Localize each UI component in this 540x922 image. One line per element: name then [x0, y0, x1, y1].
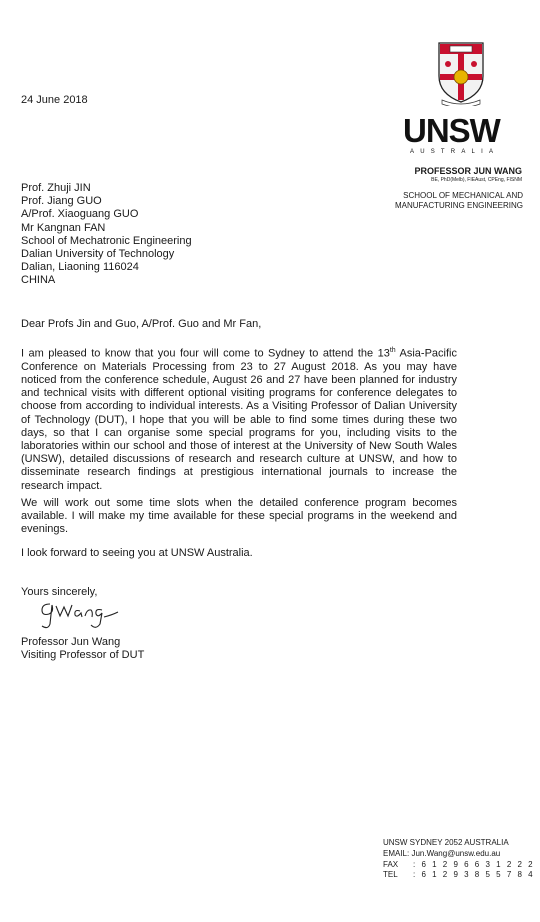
p1-superscript: th — [389, 347, 396, 354]
p1-text-b: Asia-Pacific Conference on Materials Processing from 23 to 27 August 2018. As you may have noticed from the conference schedule, August 26 and 27 have been planned for industry and technical visits with different optional visiting programs for conference delegates to choose from according to individual interests. As a Visiting Professor of Dalian University of Technology (DUT), I hope that you will be able to find some times during these two days, so that I can organise some special programs for you, including visits to the laboratories within our school and those of interest at the University of New South Wales (UNSW), detailed discussions of research and research culture at UNSW, and how to disseminate research findings at prestigious international journals to increase the research impact. — [21, 347, 457, 492]
addressee-line: Prof. Zhuji JIN — [21, 182, 91, 194]
contact-tel-row — [383, 870, 535, 881]
addressee-line: A/Prof. Xiaoguang GUO — [21, 208, 139, 221]
body-paragraph-3: I look forward to seeing you at UNSW Australia. — [21, 547, 253, 559]
signoff-title: Visiting Professor of DUT — [21, 649, 145, 661]
sender-name: PROFESSOR JUN WANG — [414, 166, 522, 176]
salutation: Dear Profs Jin and Guo, A/Prof. Guo and Mr Fan, — [21, 318, 262, 330]
addressee-line: Prof. Jiang GUO — [21, 195, 102, 208]
letter-date: 24 June 2018 — [21, 94, 88, 106]
unsw-crest-icon — [436, 40, 486, 106]
sender-qualifications: BE, PhD(Melb), FIEAust, CPEng, FISNM — [431, 177, 522, 183]
contact-fax-row — [383, 860, 535, 871]
addressee-line: CHINA — [21, 274, 56, 287]
closing: Yours sincerely, — [21, 586, 98, 598]
email-label: EMAIL: — [383, 848, 410, 858]
addressee-line: Dalian University of Technology — [21, 247, 175, 260]
p1-text-a: I am pleased to know that you four will come to Sydney to attend the 13 — [21, 347, 390, 360]
contact-block — [383, 838, 535, 881]
sender-school — [395, 191, 523, 211]
addressee-block — [21, 182, 192, 288]
tel-label: TEL — [383, 870, 398, 880]
tel-value: : 6 1 2 9 3 8 5 5 7 8 4 — [413, 870, 535, 880]
addressee-line: Dalian, Liaoning 116024 — [21, 261, 139, 274]
sender-school-line-2: MANUFACTURING ENGINEERING — [394, 201, 523, 210]
body-paragraph-2: We will work out some time slots when the detailed conference program becomes available. I will make my time available for these special programs in the weekend and evenings. — [21, 497, 457, 536]
addressee-line: School of Mechatronic Engineering — [21, 234, 192, 247]
fax-value: : 6 1 2 9 6 6 3 1 2 2 2 — [413, 859, 535, 869]
contact-email-row — [383, 849, 535, 860]
fax-label: FAX — [383, 859, 399, 869]
contact-address: UNSW SYDNEY 2052 AUSTRALIA — [383, 838, 509, 847]
signoff-name: Professor Jun Wang — [21, 636, 121, 648]
body-paragraph-1 — [21, 347, 457, 493]
signature — [36, 596, 126, 630]
sender-school-line-1: SCHOOL OF MECHANICAL AND — [403, 191, 523, 200]
email-value: Jun.Wang@unsw.edu.au — [411, 848, 501, 858]
unsw-logo: UNSW — [403, 112, 500, 149]
unsw-logo-country: AUSTRALIA — [410, 149, 500, 155]
addressee-line: Mr Kangnan FAN — [21, 221, 106, 234]
